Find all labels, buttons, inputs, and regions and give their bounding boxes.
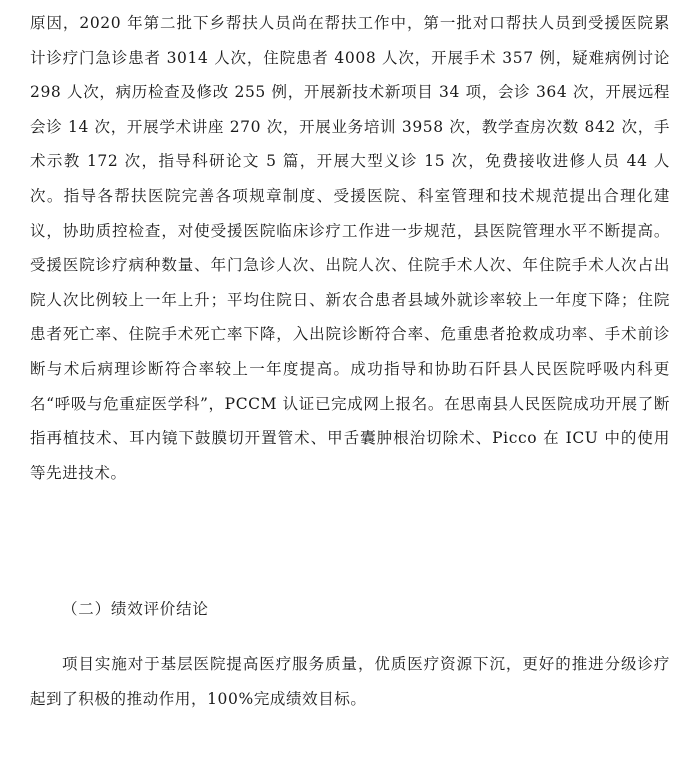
body-paragraph: 原因，2020 年第二批下乡帮扶人员尚在帮扶工作中，第一批对口帮扶人员到受援医院累计诊疗门急诊患者 3014 人次，住院患者 4008 人次，开展手术 357 例，疑难病例讨论 298 人次，病历检查及修改 255 例，开展新技术新项目 34 项，会诊 364 次，开展远程会诊 14 次，开展学术讲座 270 次，开展业务培训 3958 次，教学查房次数 842 次，手术示教 172 次，指导科研论文 5 篇，开展大型义诊 15 次，免费接收进修人员 44 人次。指导各帮扶医院完善各项规章制度、受援医院、科室管理和技术规范提出合理化建议，协助质控检查，对使受援医院临床诊疗工作进一步规范，县医院管理水平不断提高。受援医院诊疗病种数量、年门急诊人次、出院人次、住院手术人次、年住院手术人次占出院人次比例较上一年上升；平均住院日、新农合患者县域外就诊率较上一年度下降；住院患者死亡率、住院手术死亡率下降，入出院诊断符合率、危重患者抢救成功率、手术前诊断与术后病理诊断符合率较上一年度提高。成功指导和协助石阡县人民医院呼吸内科更名“呼吸与危重症医学科”，PCCM 认证已完成网上报名。在思南县人民医院成功开展了断指再植技术、耳内镜下鼓膜切开置管术、甲舌囊肿根治切除术、Picco 在 ICU 中的使用等先进技术。 (30, 14, 670, 482)
conclusion-paragraph: 项目实施对于基层医院提高医疗服务质量，优质医疗资源下沉，更好的推进分级诊疗起到了积极的推动作用，100%完成绩效目标。 (30, 655, 670, 708)
section-heading: （二）绩效评价结论 (62, 600, 209, 618)
